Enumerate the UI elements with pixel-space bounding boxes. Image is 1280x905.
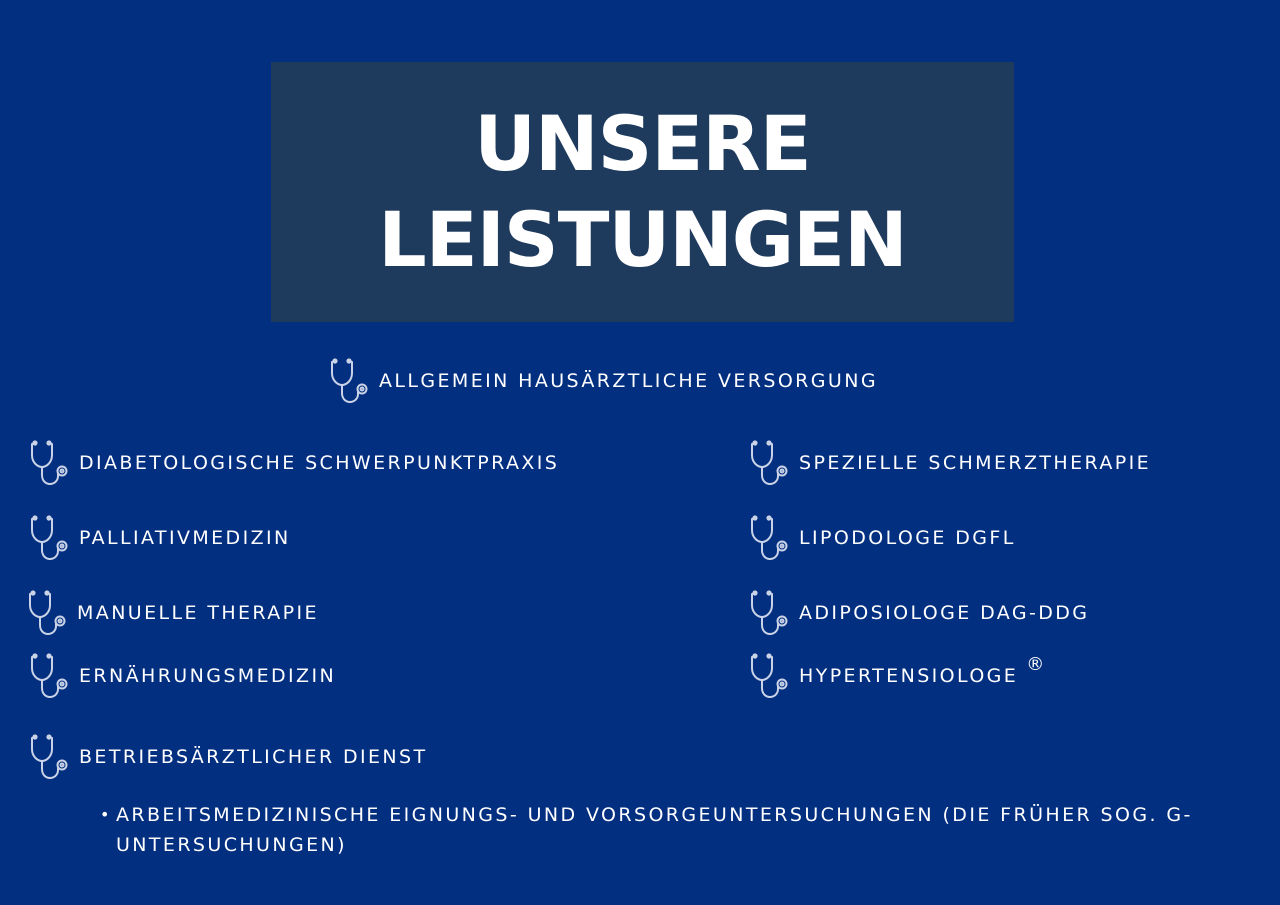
stethoscope-icon xyxy=(327,357,373,405)
service-label: ERNÄHRUNGSMEDIZIN xyxy=(79,665,337,687)
stethoscope-icon xyxy=(27,652,73,700)
page-title-line-1: UNSERE xyxy=(474,99,811,188)
stethoscope-icon xyxy=(27,733,73,781)
stethoscope-icon xyxy=(747,514,793,562)
service-item-lipodologe xyxy=(747,514,1016,562)
stethoscope-icon xyxy=(25,589,71,637)
service-item-manuelle-therapie xyxy=(25,589,319,637)
registered-mark: ® xyxy=(1026,653,1045,675)
sub-item-label: ARBEITSMEDIZINISCHE EIGNUNGS- UND VORSORGEUNTERSUCHUNGEN (DIE FRÜHER SOG. G-UNTERSUCHUNGEN) xyxy=(116,804,1193,856)
service-label: DIABETOLOGISCHE SCHWERPUNKTPRAXIS xyxy=(79,452,560,474)
page-title-line-2: LEISTUNGEN xyxy=(378,195,907,284)
service-item-schmerztherapie xyxy=(747,439,1151,487)
title-box xyxy=(271,62,1014,322)
service-item-diabetologie xyxy=(27,439,559,487)
stethoscope-icon xyxy=(747,652,793,700)
stethoscope-icon xyxy=(747,589,793,637)
service-label: HYPERTENSIOLOGE xyxy=(799,665,1019,687)
stethoscope-icon xyxy=(747,439,793,487)
service-item-ernaehrungsmedizin xyxy=(27,652,336,700)
sub-item-arbeitsmedizin xyxy=(100,800,1260,860)
service-label: ADIPOSIOLOGE DAG-DDG xyxy=(799,602,1090,624)
service-item-palliativmedizin xyxy=(27,514,291,562)
service-label: ALLGEMEIN HAUSÄRZTLICHE VERSORGUNG xyxy=(379,370,878,392)
stethoscope-icon xyxy=(27,514,73,562)
service-label: MANUELLE THERAPIE xyxy=(77,602,319,624)
service-label: BETRIEBSÄRZTLICHER DIENST xyxy=(79,746,428,768)
bullet: • xyxy=(100,805,110,824)
service-item-hypertensiologe xyxy=(747,652,1044,700)
service-item-betriebsaerztlicher-dienst xyxy=(27,733,428,781)
service-item-adiposiologe xyxy=(747,589,1089,637)
service-label: PALLIATIVMEDIZIN xyxy=(79,527,291,549)
stethoscope-icon xyxy=(27,439,73,487)
service-label: SPEZIELLE SCHMERZTHERAPIE xyxy=(799,452,1151,474)
service-label: LIPODOLOGE DGFL xyxy=(799,527,1016,549)
service-item-hausaerztliche-versorgung xyxy=(327,357,878,405)
